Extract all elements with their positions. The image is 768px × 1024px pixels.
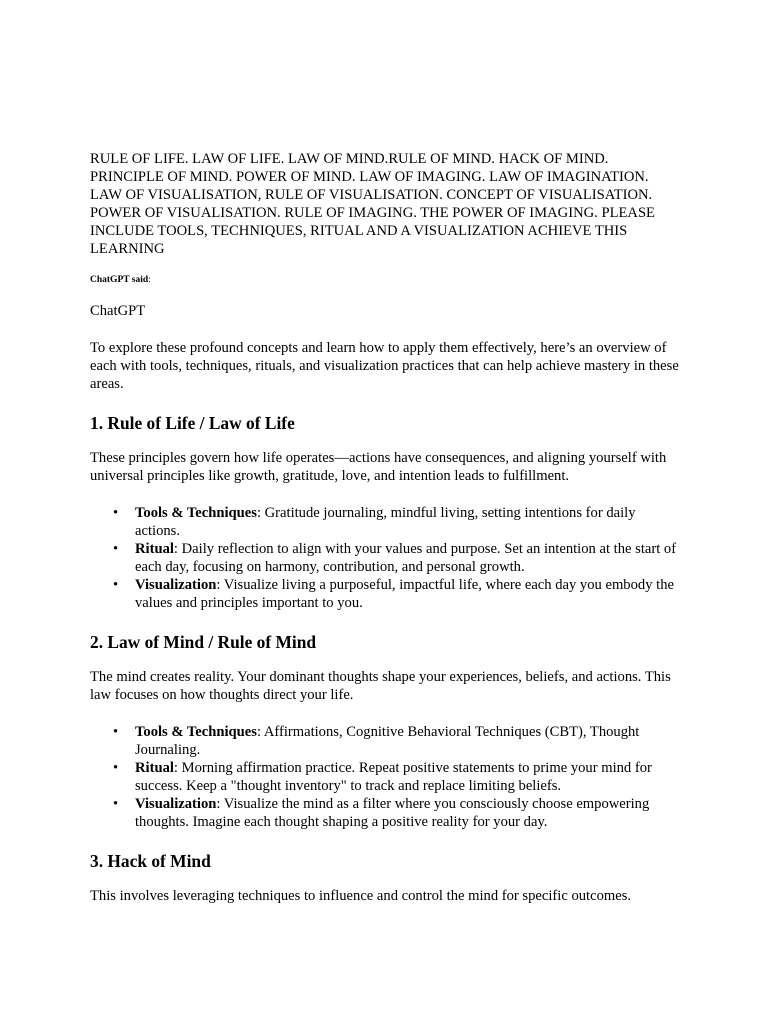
bullet-icon: • xyxy=(113,505,119,521)
item-term: Visualization xyxy=(135,796,217,812)
section-list-rule-of-life xyxy=(90,504,680,612)
bullet-icon: • xyxy=(113,760,119,776)
item-text: : Daily reflection to align with your values and purpose. Set an intention at the start of each day, focusing on harmony, contribution, and personal growth. xyxy=(135,541,677,575)
list-item xyxy=(113,504,680,540)
list-item xyxy=(113,723,680,759)
author-name: ChatGPT xyxy=(90,303,146,319)
user-prompt: RULE OF LIFE. LAW OF LIFE. LAW OF MIND.RULE OF MIND. HACK OF MIND. PRINCIPLE OF MIND. POWER OF MIND. LAW OF IMAGING. LAW OF IMAGINATION. LAW OF VISUALISATION, RULE OF VISUALISATION. CONCEPT OF VISUALISATION. POWER OF VISUALISATION. RULE OF IMAGING. THE POWER OF IMAGING. PLEASE INCLUDE TOOLS, TECHNIQUES, RITUAL AND A VISUALIZATION ACHIEVE THIS LEARNING xyxy=(90,151,655,257)
section-list-law-of-mind xyxy=(90,723,680,831)
item-text: : Visualize the mind as a filter where you consciously choose empowering thoughts. Imagine each thought shaping a positive reality for your day. xyxy=(135,796,650,830)
bullet-icon: • xyxy=(113,577,119,593)
item-term: Visualization xyxy=(135,577,217,593)
list-item xyxy=(113,795,680,831)
bullet-icon: • xyxy=(113,796,119,812)
item-text: : Affirmations, Cognitive Behavioral Techniques (CBT), Thought Journaling. xyxy=(135,724,640,758)
said-label-bold: ChatGPT said xyxy=(90,275,149,285)
item-term: Ritual xyxy=(135,541,174,557)
section-body-law-of-mind: The mind creates reality. Your dominant thoughts shape your experiences, beliefs, and actions. This law focuses on how thoughts direct your life. xyxy=(90,669,671,703)
item-term: Tools & Techniques xyxy=(135,505,257,521)
said-label-colon: : xyxy=(148,275,151,285)
bullet-icon: • xyxy=(113,541,119,557)
section-body-rule-of-life: These principles govern how life operates—actions have consequences, and aligning yourself with universal principles like growth, gratitude, love, and intention leads to fulfillment. xyxy=(90,450,667,484)
section-heading-rule-of-life: 1. Rule of Life / Law of Life xyxy=(90,413,295,433)
item-text: : Visualize living a purposeful, impactful life, where each day you embody the values and principles important to you. xyxy=(135,577,674,611)
section-heading-hack-of-mind: 3. Hack of Mind xyxy=(90,851,211,871)
item-term: Tools & Techniques xyxy=(135,724,257,740)
bullet-icon: • xyxy=(113,724,119,740)
list-item xyxy=(113,576,680,612)
section-heading-law-of-mind: 2. Law of Mind / Rule of Mind xyxy=(90,632,317,652)
section-body-hack-of-mind: This involves leveraging techniques to influence and control the mind for specific outcomes. xyxy=(90,888,632,904)
list-item xyxy=(113,759,680,795)
item-term: Ritual xyxy=(135,760,174,776)
intro-paragraph: To explore these profound concepts and learn how to apply them effectively, here’s an overview of each with tools, techniques, rituals, and visualization practices that can help achieve mastery in these areas. xyxy=(90,340,679,392)
list-item xyxy=(113,540,680,576)
item-text: : Gratitude journaling, mindful living, setting intentions for daily actions. xyxy=(135,505,636,539)
item-text: : Morning affirmation practice. Repeat positive statements to prime your mind for success. Keep a "thought inventory" to track and replace limiting beliefs. xyxy=(135,760,652,794)
chatgpt-said-label xyxy=(90,274,680,286)
